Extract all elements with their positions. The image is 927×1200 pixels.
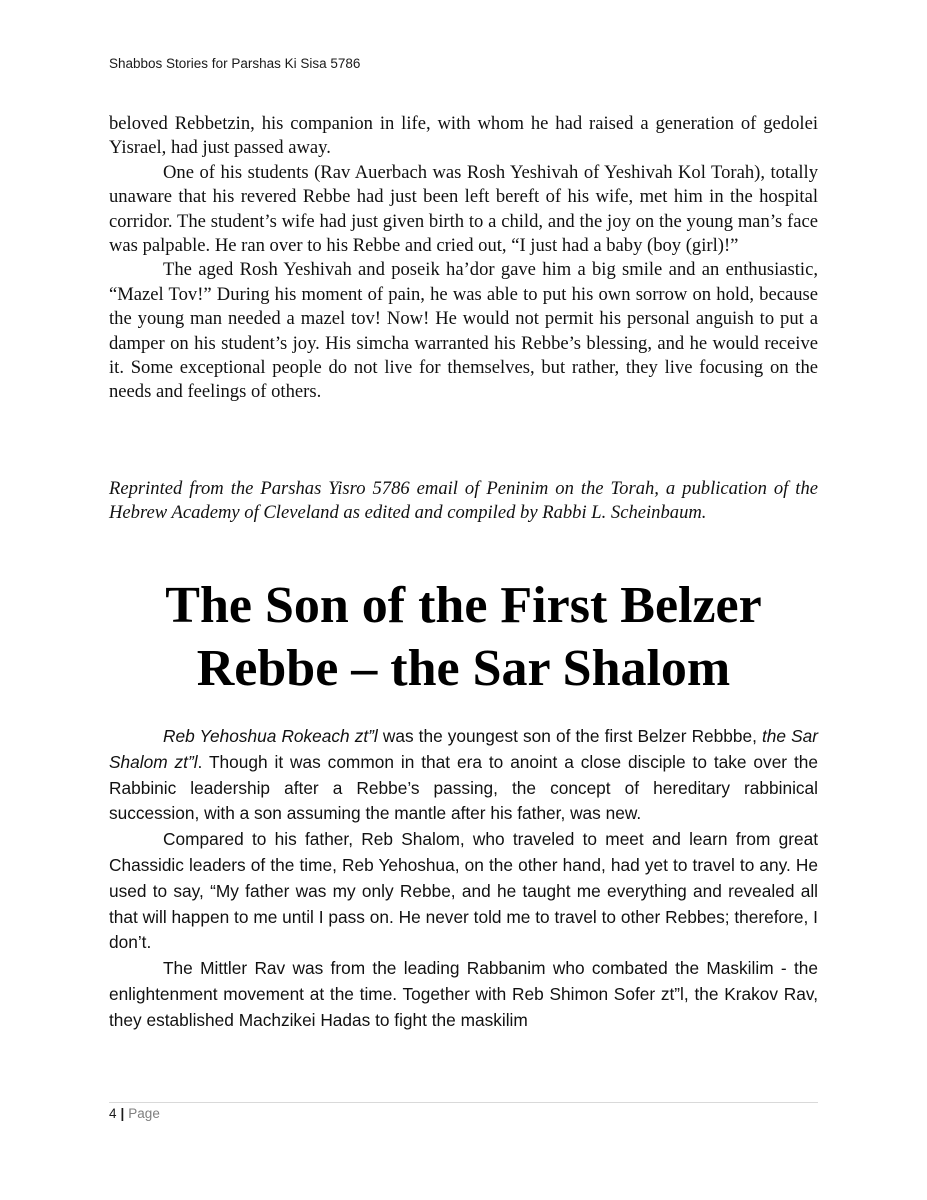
paragraph-text: was the youngest son of the first Belzer Rebbbe, (377, 726, 762, 746)
footer-separator: | (120, 1106, 125, 1121)
paragraph-text: . Though it was common in that era to anoint a close disciple to take over the Rabbinic leadership after a Rebbe’s passing, the concept of hereditary rabbinical succession, with a son assuming the mantle after his father, was new. (109, 751, 818, 824)
page-number: 4 (109, 1106, 117, 1121)
footer-divider (109, 1102, 818, 1103)
running-header: Shabbos Stories for Parshas Ki Sisa 5786 (109, 56, 361, 71)
reprint-credit: Reprinted from the Parshas Yisro 5786 email of Peninim on the Torah, a publication of the Hebrew Academy of Cleveland as edited and compiled by Rabbi L. Scheinbaum. (109, 478, 818, 524)
paragraph: The aged Rosh Yeshivah and poseik ha’dor gave him a big smile and an enthusiastic, “Mazel Tov!” During his moment of pain, he was able to put his own sorrow on hold, because the young man needed a mazel tov! Now! He would not permit his personal anguish to put a damper on his student’s joy. His simcha warranted his Rebbe’s blessing, and he would receive it. Some exceptional people do not live for themselves, but rather, they live focusing on the needs and feelings of others. (109, 259, 818, 403)
story-title: The Son of the First Belzer Rebbe – the Sar Shalom (165, 577, 762, 697)
paragraph: beloved Rebbetzin, his companion in life, with whom he had raised a generation of gedolei Yisrael, had just passed away. (109, 113, 818, 159)
page-footer (109, 1106, 160, 1121)
paragraph: The Mittler Rav was from the leading Rabbanim who combated the Maskilim - the enlightenment movement at the time. Together with Reb Shimon Sofer zt”l, the Krakov Rav, they established Machzikei Hadas to fight the maskilim (109, 958, 818, 1030)
paragraph (109, 724, 818, 827)
person-name: Reb Yehoshua Rokeach zt”l (163, 726, 378, 746)
story-body (109, 724, 818, 1034)
page-label: Page (128, 1106, 160, 1121)
paragraph: Compared to his father, Reb Shalom, who traveled to meet and learn from great Chassidic leaders of the time, Reb Yehoshua, on the other hand, had yet to travel to any. He used to say, “My father was my only Rebbe, and he taught me everything and revealed all that will happen to me until I pass on. He never told me to travel to other Rebbes; therefore, I don’t. (109, 829, 818, 953)
story-continuation (109, 112, 818, 405)
paragraph: One of his students (Rav Auerbach was Rosh Yeshivah of Yeshivah Kol Torah), totally unaware that his revered Rebbe had just been left bereft of his wife, met him in the hospital corridor. The student’s wife had just given birth to a child, and the joy on the young man’s face was palpable. He ran over to his Rebbe and cried out, “I just had a baby (boy (girl)!” (109, 161, 818, 257)
person-name: the Sar Shalom zt”l (109, 726, 819, 772)
